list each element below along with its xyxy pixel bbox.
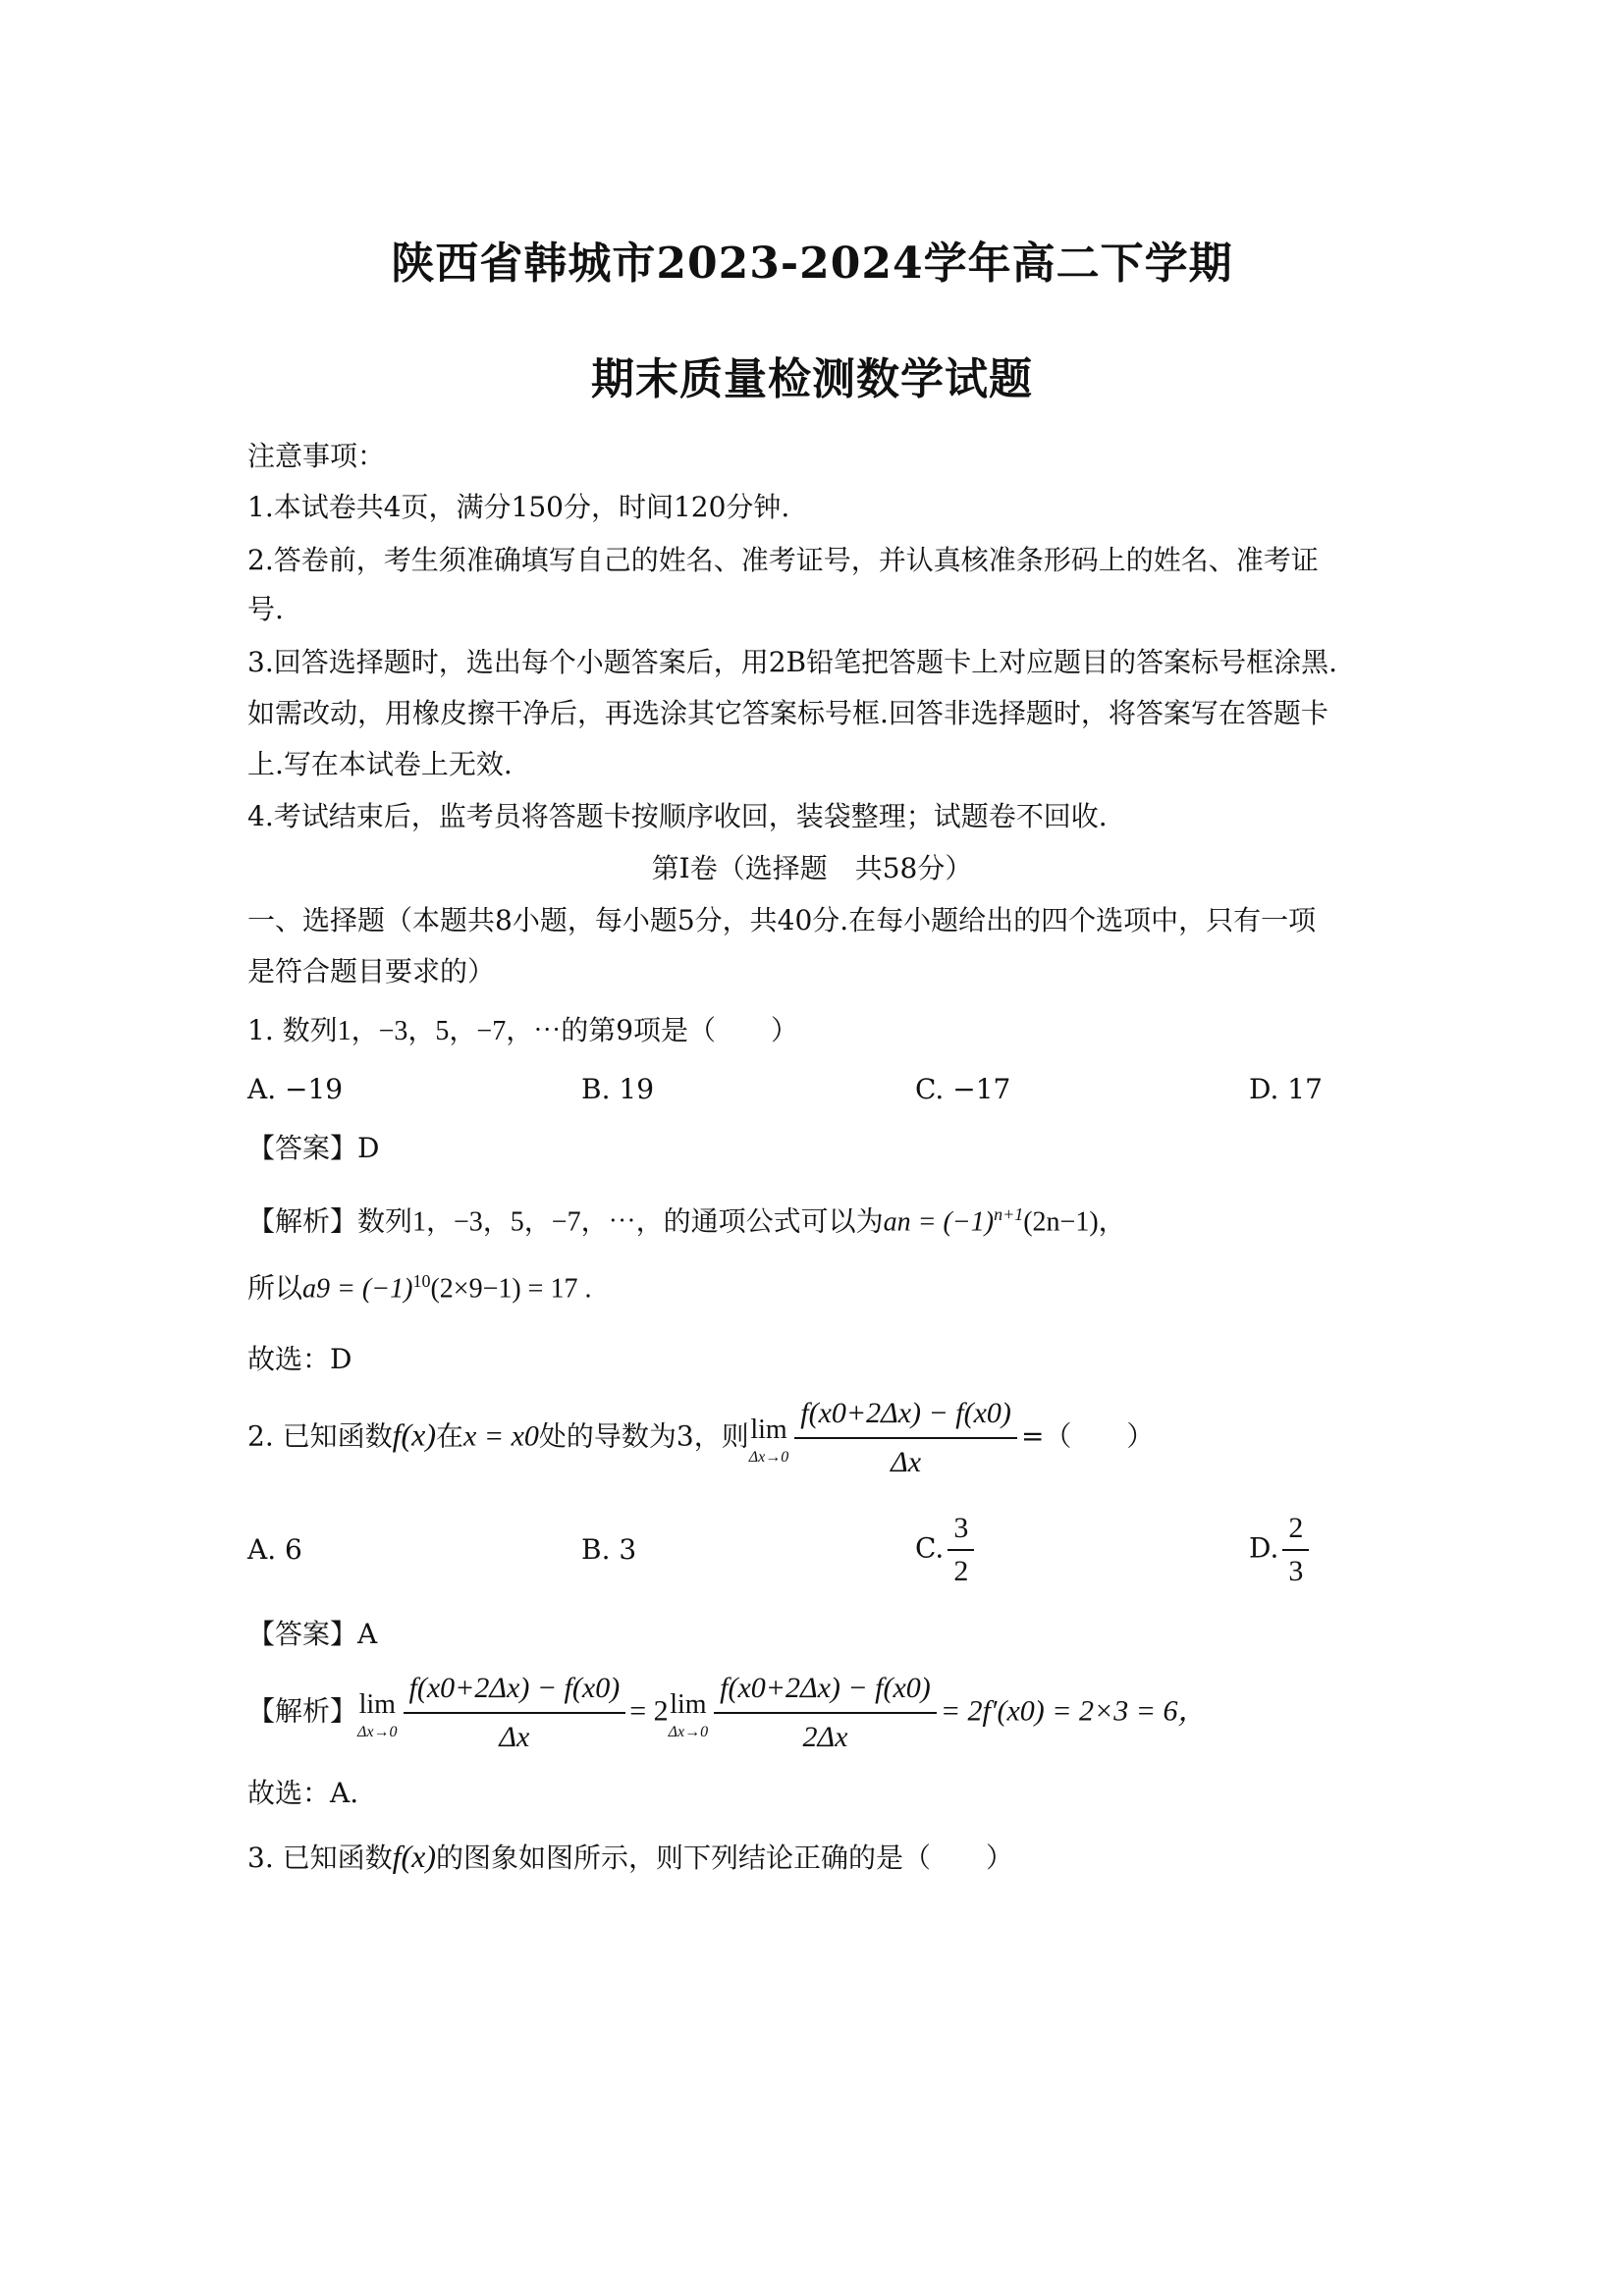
q2-option-b: B. 3 bbox=[581, 1533, 637, 1566]
q1-analysis-line2 bbox=[247, 1264, 591, 1306]
q2-option-c-frac bbox=[947, 1512, 974, 1588]
notice-item3-b: 如需改动，用橡皮擦干净后，再选涂其它答案标号框.回答非选择题时，将答案写在答题卡 bbox=[247, 697, 1328, 729]
q2-option-d-frac bbox=[1282, 1512, 1309, 1588]
q1-choose: 故选：D bbox=[247, 1343, 352, 1375]
q2-fx: f(x) bbox=[392, 1416, 437, 1453]
notice-item3-c: 上.写在本试卷上无效. bbox=[247, 748, 513, 780]
q2-an-lim1 bbox=[357, 1685, 398, 1740]
exam-title-line1: 陕西省韩城市2023-2024学年高二下学期 bbox=[391, 239, 1233, 289]
q2-option-d bbox=[1249, 1512, 1313, 1588]
q2-an-frac1 bbox=[404, 1669, 626, 1757]
q2-an-frac2 bbox=[714, 1669, 937, 1757]
q2-choose: 故选：A. bbox=[247, 1777, 359, 1809]
q1-line2-tail: (2×9−1) = 17 . bbox=[430, 1273, 592, 1305]
q1-answer: 【答案】D bbox=[247, 1132, 380, 1164]
q2-an-lim1-text: lim bbox=[358, 1689, 396, 1720]
q2-option-c-den: 2 bbox=[953, 1555, 969, 1587]
q2-fraction bbox=[794, 1394, 1017, 1482]
q1-line2-pre: 所以 bbox=[247, 1271, 303, 1305]
q3-stem bbox=[247, 1840, 1013, 1875]
q2-analysis-label: 【解析】 bbox=[247, 1694, 358, 1728]
q2-an-lim2-text: lim bbox=[670, 1689, 707, 1720]
q2-frac-den: Δx bbox=[891, 1446, 922, 1478]
q1-line2-formula: a9 = (−1) bbox=[302, 1273, 413, 1305]
q1-stem-post: 的第9项是（ ） bbox=[561, 1014, 799, 1046]
q1-option-d: D. 17 bbox=[1249, 1073, 1323, 1105]
notice-item2-a: 2.答卷前，考生须准确填写自己的姓名、准考证号，并认真核准条形码上的姓名、准考证 bbox=[247, 544, 1319, 576]
notice-heading: 注意事项： bbox=[247, 440, 386, 472]
q2-stem-mid2: 处的导数为3，则 bbox=[538, 1419, 749, 1453]
q2-an-frac2-num: f(x0+2Δx) − f(x0) bbox=[714, 1669, 937, 1714]
q2-answer: 【答案】A bbox=[247, 1618, 378, 1650]
notice-item4: 4.考试结束后，监考员将答题卡按顺序收回，装袋整理；试题卷不回收. bbox=[247, 800, 1108, 832]
q1-line2-exponent: 10 bbox=[412, 1271, 431, 1291]
q1-analysis bbox=[247, 1198, 1126, 1239]
q2-option-c-label: C. bbox=[915, 1531, 945, 1565]
q3-stem-pre: 3. 已知函数 bbox=[247, 1842, 393, 1874]
q2-x-eq: x = x0 bbox=[463, 1419, 539, 1453]
q2-option-c bbox=[915, 1512, 978, 1588]
q3-stem-post: 的图象如图所示，则下列结论正确的是（ ） bbox=[436, 1842, 1014, 1874]
q2-lim-sub: Δx→0 bbox=[748, 1449, 789, 1466]
q2-an-lim1-sub: Δx→0 bbox=[357, 1724, 398, 1740]
q1-option-b: B. 19 bbox=[581, 1073, 655, 1105]
q2-an-lim2-sub: Δx→0 bbox=[668, 1724, 709, 1740]
notice-item2-b: 号. bbox=[247, 593, 284, 625]
q1-stem-pre: 1. 数列 bbox=[247, 1014, 338, 1046]
q1-formula-tail: (2n−1)， bbox=[1023, 1206, 1126, 1238]
q2-stem-pre: 2. 已知函数 bbox=[247, 1419, 393, 1453]
q2-an-frac1-den: Δx bbox=[499, 1721, 530, 1753]
q1-formula-an: an = (−1) bbox=[883, 1206, 995, 1238]
q2-analysis bbox=[247, 1669, 1207, 1757]
part1-instruction-a: 一、选择题（本题共8小题，每小题5分，共40分.在每小题给出的四个选项中，只有一项 bbox=[247, 904, 1317, 936]
q1-formula-exponent: n+1 bbox=[994, 1204, 1024, 1224]
q2-lim-text: lim bbox=[750, 1415, 787, 1445]
q2-stem-post: =（ ） bbox=[1020, 1419, 1155, 1453]
q3-fx: f(x) bbox=[392, 1839, 437, 1874]
q1-analysis-seq: 1，−3，5，−7，⋯， bbox=[412, 1206, 664, 1238]
q2-an-frac1-num: f(x0+2Δx) − f(x0) bbox=[404, 1669, 626, 1714]
q2-an-tail: = 2f′(x0) = 2×3 = 6， bbox=[940, 1694, 1208, 1728]
part1-instruction-b: 是符合题目要求的） bbox=[247, 955, 496, 988]
notice-item3-a: 3.回答选择题时，选出每个小题答案后，用2B铅笔把答题卡上对应题目的答案标号框涂黑. bbox=[247, 646, 1338, 678]
q2-frac-num: f(x0+2Δx) − f(x0) bbox=[794, 1394, 1017, 1439]
q2-stem-mid: 在 bbox=[436, 1419, 464, 1453]
q2-option-a: A. 6 bbox=[247, 1533, 302, 1566]
exam-title-line2: 期末质量检测数学试题 bbox=[591, 354, 1033, 404]
q1-option-a: A. −19 bbox=[247, 1073, 344, 1105]
q2-stem bbox=[247, 1394, 1154, 1482]
section-title: 第Ⅰ卷（选择题 共58分） bbox=[651, 852, 973, 884]
q2-option-d-num: 2 bbox=[1282, 1512, 1309, 1551]
q2-option-c-num: 3 bbox=[947, 1512, 974, 1551]
q1-sequence: 1，−3，5，−7，⋯ bbox=[337, 1016, 562, 1046]
q1-option-c: C. −17 bbox=[915, 1073, 1011, 1105]
q2-an-lim2 bbox=[669, 1685, 709, 1740]
notice-item1: 1.本试卷共4页，满分150分，时间120分钟. bbox=[247, 491, 790, 523]
q1-analysis-mid: 的通项公式可以为 bbox=[663, 1204, 884, 1238]
q2-an-eq1: = 2 bbox=[629, 1694, 669, 1728]
q2-option-d-label: D. bbox=[1249, 1531, 1279, 1565]
q1-analysis-pre: 【解析】数列 bbox=[247, 1204, 413, 1238]
q2-lim bbox=[749, 1411, 789, 1466]
q2-option-d-den: 3 bbox=[1288, 1555, 1304, 1587]
q1-stem bbox=[247, 1014, 798, 1048]
q2-an-frac2-den: 2Δx bbox=[802, 1721, 848, 1753]
